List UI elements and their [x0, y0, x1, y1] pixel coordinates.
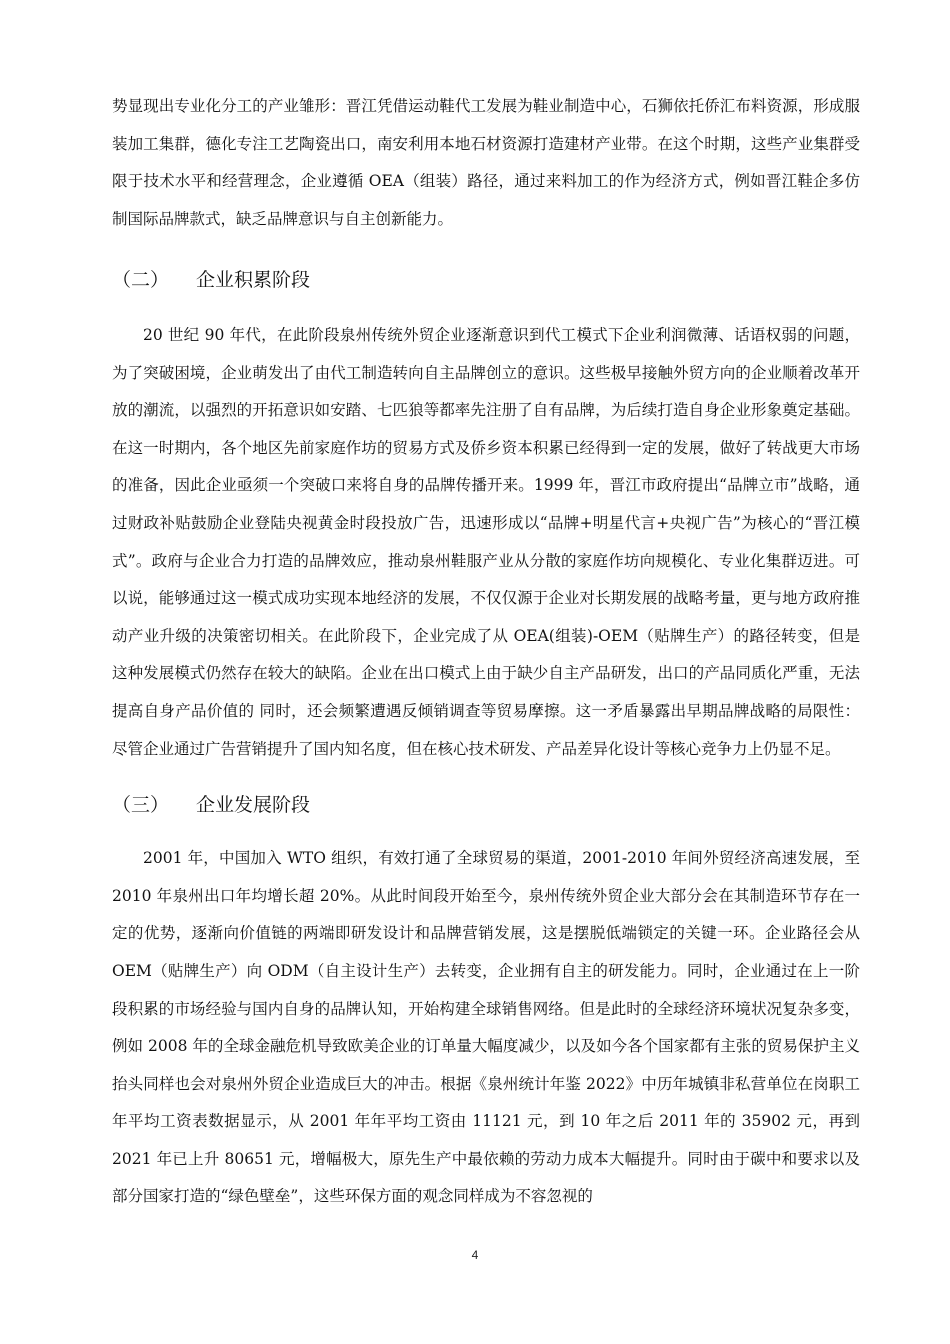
body-paragraph-accumulation: 20 世纪 90 年代，在此阶段泉州传统外贸企业逐渐意识到代工模式下企业利润微薄、话语权弱的问题，为了突破困境，企业萌发出了由代工制造转向自主品牌创立的意识。这些极早接触外贸方向的企业顺着改革开放的潮流，以强烈的开拓意识如安踏、七匹狼等都率先注册了自有品牌，为后续打造自身企业形象奠定基础。在这一时期内，各个地区先前家庭作坊的贸易方式及侨乡资本积累已经得到一定的发展，做好了转战更大市场的准备，因此企业亟须一个突破口来将自身的品牌传播开来。1999 年，晋江市政府提出“品牌立市”战略，通过财政补贴鼓励企业登陆央视黄金时段投放广告，迅速形成以“品牌+明星代言+央视广告”为核心的“晋江模式”。政府与企业合力打造的品牌效应，推动泉州鞋服产业从分散的家庭作坊向规模化、专业化集群迈进。可以说，能够通过这一模式成功实现本地经济的发展，不仅仅源于企业对长期发展的战略考量，更与地方政府推动产业升级的决策密切相关。在此阶段下，企业完成了从 OEA(组装)-OEM（贴牌生产）的路径转变，但是这种发展模式仍然存在较大的缺陷。企业在出口模式上由于缺少自主产品研发，出口的产品同质化严重，无法提高自身产品价值的 同时，还会频繁遭遇反倾销调查等贸易摩擦。这一矛盾暴露出早期品牌战略的局限性：尽管企业通过广告营销提升了国内知名度，但在核心技术研发、产品差异化设计等核心竞争力上仍显不足。 [112, 326, 860, 758]
page-number: 4 [471, 1248, 479, 1262]
section-heading-title: 企业积累阶段 [196, 269, 311, 291]
section-heading-development [112, 790, 860, 820]
section-heading-accumulation [112, 265, 860, 295]
section-heading-title: 企业发展阶段 [196, 794, 311, 817]
body-paragraph-development: 2001 年，中国加入 WTO 组织，有效打通了全球贸易的渠道，2001-2010 年间外贸经济高速发展，至 2010 年泉州出口年均增长超 20%。从此时间段开始至今，泉州传统外贸企业大部分会在其制造环节存在一定的优势，逐渐向价值链的两端即研发设计和品牌营销发展，这是摆脱低端锁定的关键一环。企业路径会从 OEM（贴牌生产）向 ODM（自主设计生产）去转变，企业拥有自主的研发能力。同时，企业通过在上一阶段积累的市场经验与国内自身的品牌认知，开始构建全球销售网络。但是此时的全球经济环境状况复杂多变，例如 2008 年的全球金融危机导致欧美企业的订单量大幅度减少，以及如今各个国家都有主张的贸易保护主义抬头同样也会对泉州外贸企业造成巨大的冲击。根据《泉州统计年鉴 2022》中历年城镇非私营单位在岗职工年平均工资表数据显示，从 2001 年年平均工资由 11121 元，到 10 年之后 2011 年的 35902 元，再到 2021 年已上升 80651 元，增幅极大，原先生产中最依赖的劳动力成本大幅提升。同时由于碳中和要求以及部分国家打造的“绿色壁垒”，这些环保方面的观念同样成为不容忽视的 [112, 849, 860, 1206]
section-heading-number: （二） [112, 269, 170, 291]
page-content [112, 88, 860, 1216]
body-paragraph-continued: 势显现出专业化分工的产业雏形：晋江凭借运动鞋代工发展为鞋业制造中心，石狮依托侨汇布料资源，形成服装加工集群，德化专注工艺陶瓷出口，南安利用本地石材资源打造建材产业带。在这个时期，这些产业集群受限于技术水平和经营理念，企业遵循 OEA（组装）路径，通过来料加工的作为经济方式，例如晋江鞋企多仿制国际品牌款式，缺乏品牌意识与自主创新能力。 [112, 97, 860, 228]
section-heading-number: （三） [112, 794, 170, 817]
